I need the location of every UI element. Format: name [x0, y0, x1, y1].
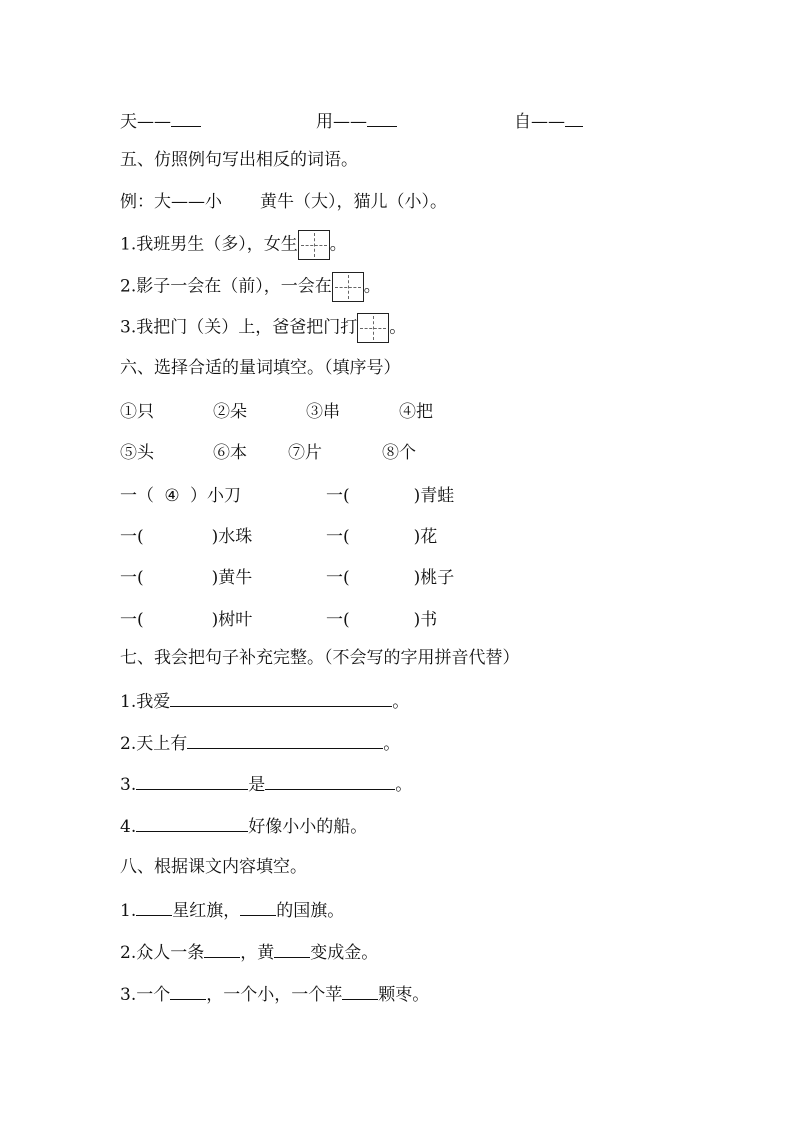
section7-item-2: 2.天上有 。 — [120, 730, 400, 754]
option: ③串 — [306, 402, 340, 422]
option: ⑥本 — [213, 443, 247, 463]
section8-item-1: 1. 星红旗， 的国旗。 — [120, 897, 344, 921]
section5-item-1: 1.我班男生（多），女生 。 — [120, 230, 347, 254]
option: ①只 — [120, 402, 154, 422]
answer-blank[interactable] — [170, 981, 206, 1000]
option: ④把 — [399, 402, 433, 422]
section5-example: 例：大——小 黄牛（大），猫儿（小）。 — [120, 192, 447, 212]
answer-blank[interactable] — [136, 771, 248, 790]
section8-item-3: 3.一个 ，一个小，一个苹 颗枣。 — [120, 981, 429, 1005]
tianzige-box[interactable] — [357, 313, 389, 343]
answer-blank[interactable] — [136, 813, 248, 832]
measure-row-left: 一( )树叶 — [120, 610, 253, 630]
antonym-pair-1: 天—— — [120, 107, 201, 132]
measure-row-right: 一( )桃子 — [326, 568, 455, 588]
antonym-pair-3: 自—— — [514, 107, 583, 132]
answer-blank[interactable] — [187, 730, 383, 749]
answer-blank[interactable] — [342, 981, 378, 1000]
section5-item-2: 2.影子一会在（前），一会在 。 — [120, 272, 381, 296]
tianzige-box[interactable] — [298, 230, 330, 260]
option: ⑧个 — [382, 443, 416, 463]
section7-item-3: 3. 是 。 — [120, 771, 412, 795]
section7-item-4: 4. 好像小小的船。 — [120, 813, 367, 837]
option: ⑤头 — [120, 443, 154, 463]
section7-heading: 七、我会把句子补充完整。（不会写的字用拼音代替） — [120, 648, 520, 668]
section6-heading: 六、选择合适的量词填空。（填序号） — [120, 358, 401, 378]
measure-row-left: 一（ ④ ）小刀 — [120, 486, 241, 506]
answer-blank[interactable] — [170, 688, 392, 707]
measure-row-left: 一( )水珠 — [120, 527, 253, 547]
section8-item-2: 2.众人一条 ，黄 变成金。 — [120, 939, 378, 963]
answer-blank[interactable] — [136, 897, 172, 916]
answer-blank[interactable] — [265, 771, 395, 790]
answer-slot[interactable]: ④ — [164, 486, 180, 506]
answer-blank[interactable] — [367, 108, 397, 127]
antonym-pair-2: 用—— — [316, 107, 397, 132]
section5-heading: 五、仿照例句写出相反的词语。 — [120, 150, 358, 170]
answer-blank[interactable] — [171, 108, 201, 127]
measure-row-left: 一( )黄牛 — [120, 568, 253, 588]
section5-item-3: 3.我把门（关）上，爸爸把门打 。 — [120, 313, 406, 337]
tianzige-box[interactable] — [332, 272, 364, 302]
measure-row-right: 一( )花 — [326, 527, 438, 547]
section7-item-1: 1.我爱 。 — [120, 688, 409, 712]
answer-blank[interactable] — [274, 939, 310, 958]
answer-blank[interactable] — [240, 897, 276, 916]
option: ⑦片 — [288, 443, 322, 463]
measure-row-right: 一( )青蛙 — [326, 486, 455, 506]
option: ②朵 — [213, 402, 247, 422]
section8-heading: 八、根据课文内容填空。 — [120, 857, 307, 877]
measure-row-right: 一( )书 — [326, 610, 438, 630]
answer-blank[interactable] — [565, 108, 583, 127]
answer-blank[interactable] — [204, 939, 240, 958]
